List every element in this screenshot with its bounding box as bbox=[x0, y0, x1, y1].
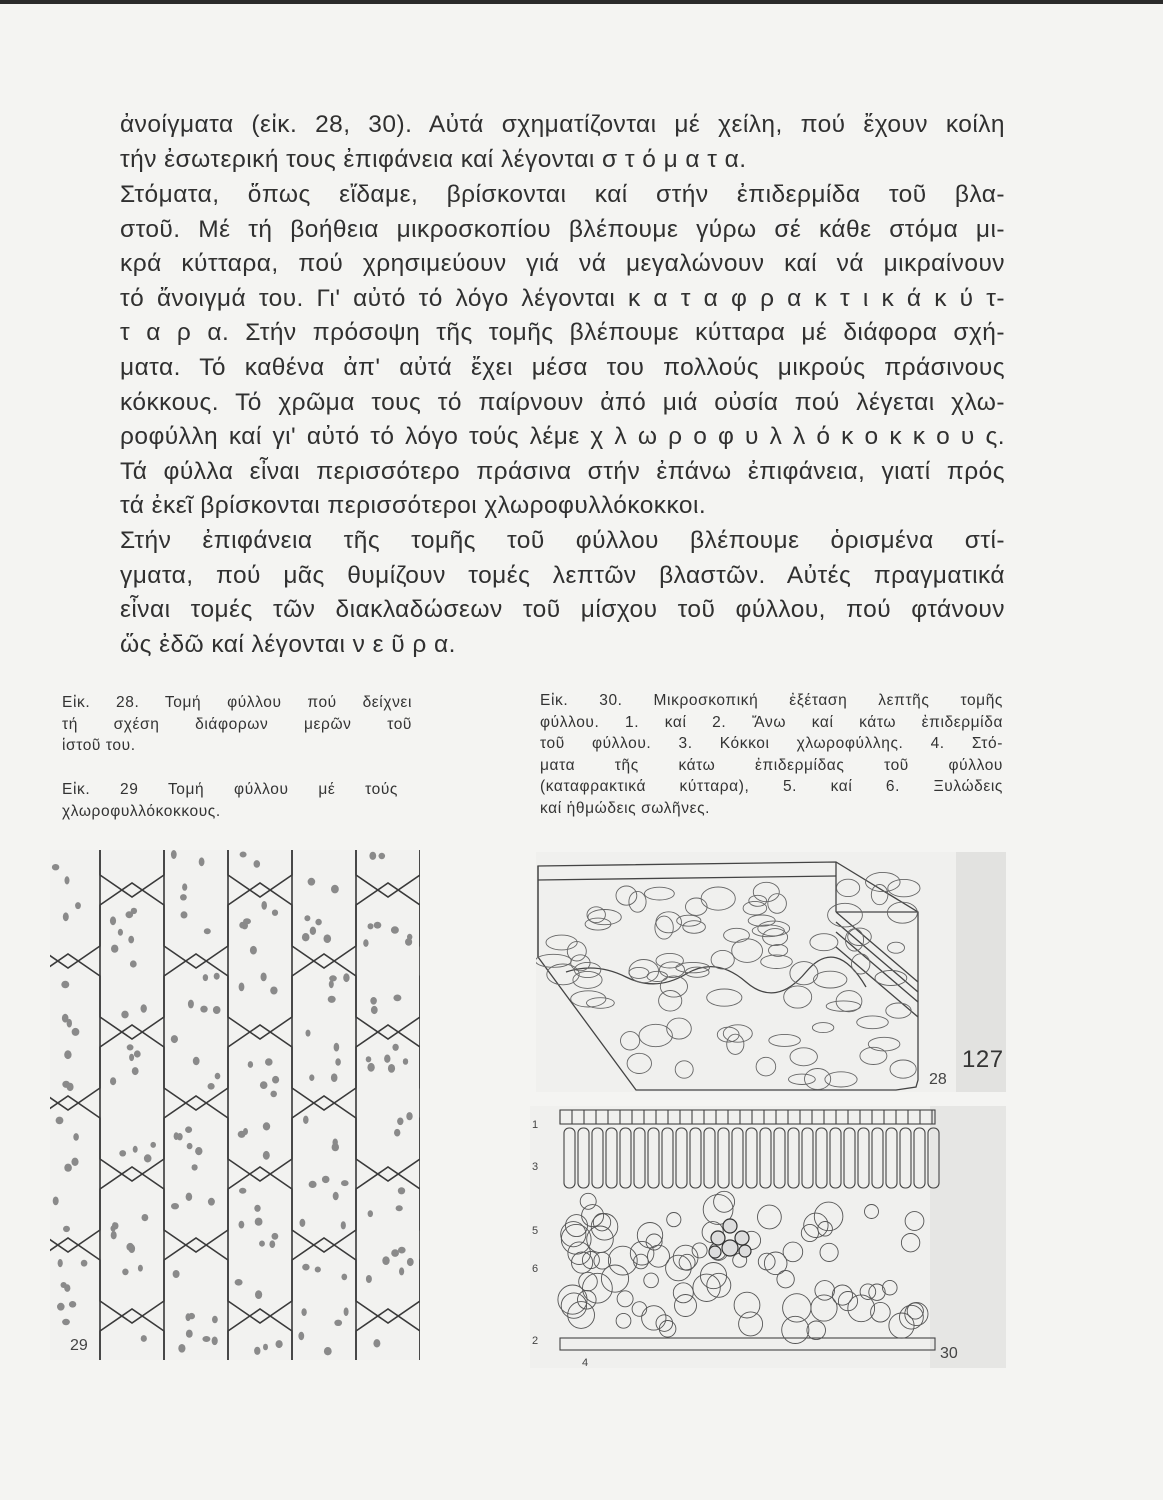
chloroplast bbox=[188, 1000, 194, 1009]
chloroplast bbox=[203, 974, 208, 981]
chloroplast bbox=[248, 1061, 253, 1068]
chloroplast bbox=[62, 1319, 70, 1325]
text-line: ἀνοίγματα (εἰκ. 28, 30). Αὐτά σχηματίζονται μέ χείλη, πού ἔχουν κοίλη bbox=[120, 111, 1005, 138]
chloroplast bbox=[263, 1122, 270, 1130]
chloroplast bbox=[324, 1347, 332, 1355]
chloroplast bbox=[255, 1218, 263, 1226]
chloroplast bbox=[174, 1132, 179, 1140]
chloroplast bbox=[367, 1063, 374, 1072]
chloroplast bbox=[250, 946, 257, 955]
chloroplast bbox=[331, 1073, 338, 1082]
caption-line: τή σχέση διάφορων μερῶν τοῦ bbox=[62, 715, 412, 733]
chloroplast bbox=[302, 1264, 309, 1271]
text-line: τ α ρ α. Στήν πρόσοψη τῆς τομῆς βλέπουμε κύτταρα μέ διάφορα σχή- bbox=[120, 319, 1005, 347]
chloroplast bbox=[341, 1180, 349, 1186]
chloroplast bbox=[61, 1282, 67, 1288]
chloroplast bbox=[119, 1150, 126, 1156]
chloroplast bbox=[255, 1290, 262, 1299]
chloroplast bbox=[133, 1146, 138, 1153]
chloroplast bbox=[72, 1028, 80, 1036]
text-line: Τά φύλλα εἶναι περισσότερο πράσινα στήν ἐπάνω ἐπιφάνεια, γιατί πρός bbox=[120, 457, 1005, 485]
caption-line: Εἰκ. 29 Τομή φύλλου μέ τούς bbox=[62, 781, 398, 798]
text-line: στοῦ. Μέ τή βοήθεια μικροσκοπίου βλέπουμε γύρω σέ κάθε στόμα μι- bbox=[120, 215, 1005, 243]
text-line: ροφύλλη καί γι' αὐτό τό λόγο τούς λέμε χ λ ω ρ ο φ υ λ λ ό κ ο κ κ ο υ ς. bbox=[120, 423, 1005, 451]
chloroplast bbox=[58, 1259, 63, 1267]
chloroplast bbox=[391, 1249, 399, 1257]
chloroplast bbox=[301, 1308, 306, 1316]
chloroplast bbox=[366, 1056, 372, 1062]
chloroplast bbox=[185, 1126, 192, 1133]
chloroplast bbox=[392, 1044, 398, 1051]
chloroplast bbox=[335, 1058, 341, 1066]
chloroplast bbox=[405, 938, 412, 946]
chloroplast bbox=[111, 1231, 117, 1239]
chloroplast bbox=[306, 1030, 311, 1037]
chloroplast bbox=[56, 1117, 64, 1125]
chloroplast bbox=[369, 852, 376, 860]
chloroplast bbox=[199, 857, 205, 866]
chloroplast bbox=[333, 1192, 339, 1201]
marker-6: 6 bbox=[532, 1263, 539, 1275]
chloroplast bbox=[315, 1267, 321, 1273]
chloroplast bbox=[171, 1035, 178, 1043]
chloroplast bbox=[122, 1269, 128, 1276]
chloroplast bbox=[187, 1143, 193, 1149]
chloroplast bbox=[235, 1279, 243, 1286]
chloroplast bbox=[63, 1226, 70, 1232]
chloroplast bbox=[391, 926, 399, 933]
text-line: ματα. Τό καθένα ἀπ' αὐτά ἔχει μέσα του πολλούς μικρούς πράσινους bbox=[120, 353, 1005, 381]
chloroplast bbox=[302, 933, 310, 941]
caption-line: καί ἡθμώδεις σωλῆνες. bbox=[540, 799, 711, 817]
chloroplast bbox=[366, 1275, 372, 1283]
chloroplast bbox=[202, 1336, 210, 1342]
chloroplast bbox=[113, 1222, 118, 1229]
text-line: τά ἐκεῖ βρίσκονται περισσότεροι χλωροφυλλόκοκκοι. bbox=[120, 492, 707, 520]
caption-line: Εἰκ. 28. Τομή φύλλου πού δείχνει bbox=[62, 694, 412, 711]
chloroplast bbox=[329, 980, 334, 988]
figure-28-number: 28 bbox=[929, 1071, 947, 1088]
caption-fig29 bbox=[62, 779, 398, 822]
chloroplast bbox=[126, 1243, 134, 1251]
chloroplast bbox=[67, 1083, 74, 1091]
chloroplast bbox=[388, 1064, 395, 1073]
chloroplast bbox=[52, 864, 59, 870]
figure-30-cross-section bbox=[530, 1106, 1006, 1368]
chloroplast bbox=[186, 1193, 193, 1201]
chloroplast bbox=[315, 919, 321, 926]
chloroplast bbox=[373, 1339, 380, 1347]
chloroplast bbox=[341, 1274, 347, 1281]
chloroplast bbox=[260, 1081, 268, 1089]
chloroplast bbox=[363, 939, 368, 947]
chloroplast bbox=[272, 1233, 279, 1240]
chloroplast bbox=[254, 1205, 260, 1212]
chloroplast bbox=[212, 1316, 218, 1323]
chloroplast bbox=[261, 901, 267, 910]
chloroplast bbox=[407, 1258, 414, 1266]
chloroplast bbox=[370, 997, 377, 1005]
chloroplast bbox=[173, 1270, 180, 1278]
chloroplast bbox=[64, 1050, 71, 1059]
chloroplast bbox=[132, 1067, 139, 1075]
chloroplast bbox=[322, 1176, 330, 1183]
chloroplast bbox=[304, 915, 310, 921]
chloroplast bbox=[129, 1054, 134, 1061]
chloroplast bbox=[75, 902, 81, 909]
caption-line: (καταφρακτικά κύτταρα), 5. καί 6. Ξυλώδεις bbox=[540, 778, 1003, 795]
caption-fig30 bbox=[540, 690, 1003, 819]
chloroplast bbox=[141, 1335, 147, 1342]
chloroplast bbox=[384, 1055, 390, 1063]
chloroplast bbox=[329, 975, 337, 981]
chloroplast bbox=[300, 1219, 306, 1227]
text-line: Στόματα, ὅπως εἴδαμε, βρίσκονται καί στήν ἐπιδερμίδα τοῦ βλα- bbox=[120, 181, 1005, 208]
chloroplast bbox=[239, 1221, 245, 1229]
chloroplast bbox=[67, 1019, 72, 1028]
caption-fig28 bbox=[62, 692, 412, 757]
chloroplast bbox=[394, 1129, 400, 1137]
paragraph-2 bbox=[120, 178, 1005, 524]
top-border-rule bbox=[0, 0, 1163, 4]
chloroplast bbox=[193, 1057, 200, 1065]
chloroplast bbox=[53, 1197, 59, 1206]
chloroplast bbox=[110, 916, 116, 925]
chloroplast bbox=[396, 1205, 403, 1211]
chloroplast bbox=[127, 1044, 134, 1050]
marker-2: 2 bbox=[532, 1335, 539, 1347]
page-number: 127 bbox=[962, 1046, 1004, 1073]
text-line: γματα, πού μᾶς θυμίζουν τομές λεπτῶν βλαστῶν. Αὐτές πραγματικά bbox=[120, 561, 1005, 589]
chloroplast bbox=[309, 1181, 317, 1188]
text-line: κρά κύτταρα, πού χρησιμεύουν γιά νά μεγαλώνουν καί νά μικραίνουν bbox=[120, 250, 1005, 278]
caption-line: ματα τῆς κάτω ἐπιδερμίδας τοῦ φύλλου bbox=[540, 756, 1003, 774]
caption-line: χλωροφυλλόκοκκους. bbox=[62, 802, 221, 820]
chloroplast bbox=[265, 1058, 273, 1066]
chloroplast bbox=[212, 1337, 218, 1346]
chloroplast bbox=[334, 1320, 342, 1326]
chloroplast bbox=[379, 853, 386, 859]
chloroplast bbox=[138, 1265, 143, 1272]
chloroplast bbox=[272, 910, 278, 916]
chloroplast bbox=[259, 1241, 265, 1247]
chloroplast bbox=[178, 1344, 185, 1353]
chloroplast bbox=[403, 1058, 408, 1065]
chloroplast bbox=[263, 1344, 268, 1351]
chloroplast bbox=[57, 1303, 65, 1311]
chloroplast bbox=[64, 1164, 72, 1172]
caption-line: τοῦ φύλλου. 3. Κόκκοι χλωροφύλλης. 4. Στό- bbox=[540, 735, 1003, 752]
text-line: Στήν ἐπιφάνεια τῆς τομῆς τοῦ φύλλου βλέπουμε ὁρισμένα στί- bbox=[120, 527, 1005, 554]
chloroplast bbox=[171, 850, 177, 859]
chloroplast bbox=[398, 1187, 405, 1194]
text-line: ὥς ἐδῶ καί λέγονται ν ε ῦ ρ α. bbox=[120, 630, 456, 658]
chloroplast bbox=[276, 1340, 283, 1348]
chloroplast bbox=[73, 1133, 79, 1141]
chloroplast bbox=[298, 1332, 304, 1340]
chloroplast bbox=[254, 860, 261, 868]
chloroplast bbox=[240, 852, 247, 858]
chloroplast bbox=[81, 1260, 88, 1267]
chloroplast bbox=[214, 973, 220, 980]
chloroplast bbox=[334, 1043, 340, 1052]
caption-line: φύλλου. 1. καί 2. Ἄνω καί κάτω ἐπιδερμίδα bbox=[540, 713, 1003, 731]
chloroplast bbox=[213, 1006, 221, 1014]
marker-5: 5 bbox=[532, 1225, 539, 1237]
chloroplast bbox=[200, 1006, 207, 1013]
chloroplast bbox=[111, 945, 118, 953]
chloroplast bbox=[261, 973, 267, 982]
chloroplast bbox=[399, 1267, 404, 1275]
chloroplast bbox=[371, 1006, 378, 1014]
chloroplast bbox=[61, 981, 69, 989]
chloroplast bbox=[208, 1083, 215, 1090]
chloroplast bbox=[398, 1247, 406, 1254]
chloroplast bbox=[171, 1203, 179, 1209]
chloroplast bbox=[406, 1112, 412, 1120]
chloroplast bbox=[71, 1158, 78, 1166]
chloroplast bbox=[344, 1307, 349, 1316]
chloroplast bbox=[272, 1076, 279, 1084]
chloroplast bbox=[142, 1214, 149, 1221]
text-line: κόκκους. Τό χρῶμα τους τό παίρνουν ἀπό μιά οὐσία πού λέγεται χλω- bbox=[120, 388, 1005, 416]
chloroplast bbox=[181, 911, 188, 918]
chloroplast bbox=[374, 922, 382, 929]
figure-28-leaf-block-diagram bbox=[536, 852, 1006, 1092]
chloroplast bbox=[69, 1301, 76, 1308]
chloroplast bbox=[215, 1073, 221, 1080]
figure-29-cell-illustration bbox=[50, 850, 420, 1360]
chloroplast bbox=[208, 1198, 215, 1206]
chloroplast bbox=[368, 1210, 373, 1217]
chloroplast bbox=[331, 885, 339, 894]
paragraph-3 bbox=[120, 524, 1005, 662]
chloroplast bbox=[328, 996, 336, 1003]
chloroplast bbox=[130, 960, 137, 967]
chloroplast bbox=[134, 1050, 141, 1057]
paragraph-1 bbox=[120, 108, 1005, 177]
chloroplast bbox=[182, 883, 187, 890]
chloroplast bbox=[118, 929, 123, 936]
figure-30-number: 30 bbox=[940, 1345, 958, 1362]
caption-line: ἱστοῦ του. bbox=[62, 737, 136, 754]
chloroplast bbox=[269, 1240, 275, 1248]
chloroplast bbox=[333, 1139, 338, 1147]
chloroplast bbox=[150, 1142, 156, 1148]
chloroplast bbox=[121, 1011, 128, 1019]
chloroplast bbox=[180, 894, 187, 900]
caption-line: Εἰκ. 30. Μικροσκοπική ἐξέταση λεπτῆς τομῆς bbox=[540, 692, 1003, 709]
text-line: τήν ἐσωτερική τους ἐπιφάνεια καί λέγονται σ τ ό μ α τ α. bbox=[120, 145, 747, 173]
chloroplast bbox=[309, 1074, 314, 1081]
figure-29-number: 29 bbox=[70, 1337, 88, 1354]
chloroplast bbox=[239, 1188, 246, 1194]
chloroplast bbox=[63, 912, 69, 921]
chloroplast bbox=[188, 1313, 195, 1319]
marker-4: 4 bbox=[582, 1357, 589, 1368]
text-line: εἶναι τομές τῶν διακλαδώσεων τοῦ μίσχου τοῦ φύλλου, πού φτάνουν bbox=[120, 596, 1005, 624]
marker-1: 1 bbox=[532, 1119, 539, 1131]
chloroplast bbox=[310, 927, 316, 935]
chloroplast bbox=[192, 1164, 198, 1170]
chloroplast bbox=[270, 987, 277, 995]
chloroplast bbox=[382, 1256, 389, 1265]
chloroplast bbox=[141, 1004, 147, 1013]
chloroplast bbox=[131, 908, 137, 914]
chloroplast bbox=[341, 1221, 346, 1229]
chloroplast bbox=[65, 876, 70, 884]
chloroplast bbox=[204, 928, 211, 934]
chloroplast bbox=[128, 936, 134, 944]
chloroplast bbox=[186, 1330, 193, 1338]
chloroplast bbox=[343, 973, 349, 982]
chloroplast bbox=[393, 995, 401, 1002]
chloroplast bbox=[239, 983, 245, 992]
marker-3: 3 bbox=[532, 1161, 539, 1173]
chloroplast bbox=[397, 1118, 403, 1126]
chloroplast bbox=[308, 878, 316, 886]
chloroplast bbox=[324, 934, 332, 943]
chloroplast bbox=[144, 1154, 152, 1162]
chloroplast bbox=[270, 1091, 277, 1098]
chloroplast bbox=[238, 1131, 246, 1138]
chloroplast bbox=[195, 1147, 202, 1155]
chloroplast bbox=[110, 1077, 116, 1085]
chloroplast bbox=[303, 1116, 309, 1124]
text-line: τό ἄνοιγμά του. Γι' αὐτό τό λόγο λέγονται κ α τ α φ ρ α κ τ ι κ ά κ ύ τ- bbox=[120, 284, 1005, 312]
chloroplast bbox=[241, 922, 248, 929]
chloroplast bbox=[368, 923, 374, 929]
chloroplast bbox=[263, 1151, 270, 1160]
chloroplast bbox=[254, 1347, 260, 1355]
